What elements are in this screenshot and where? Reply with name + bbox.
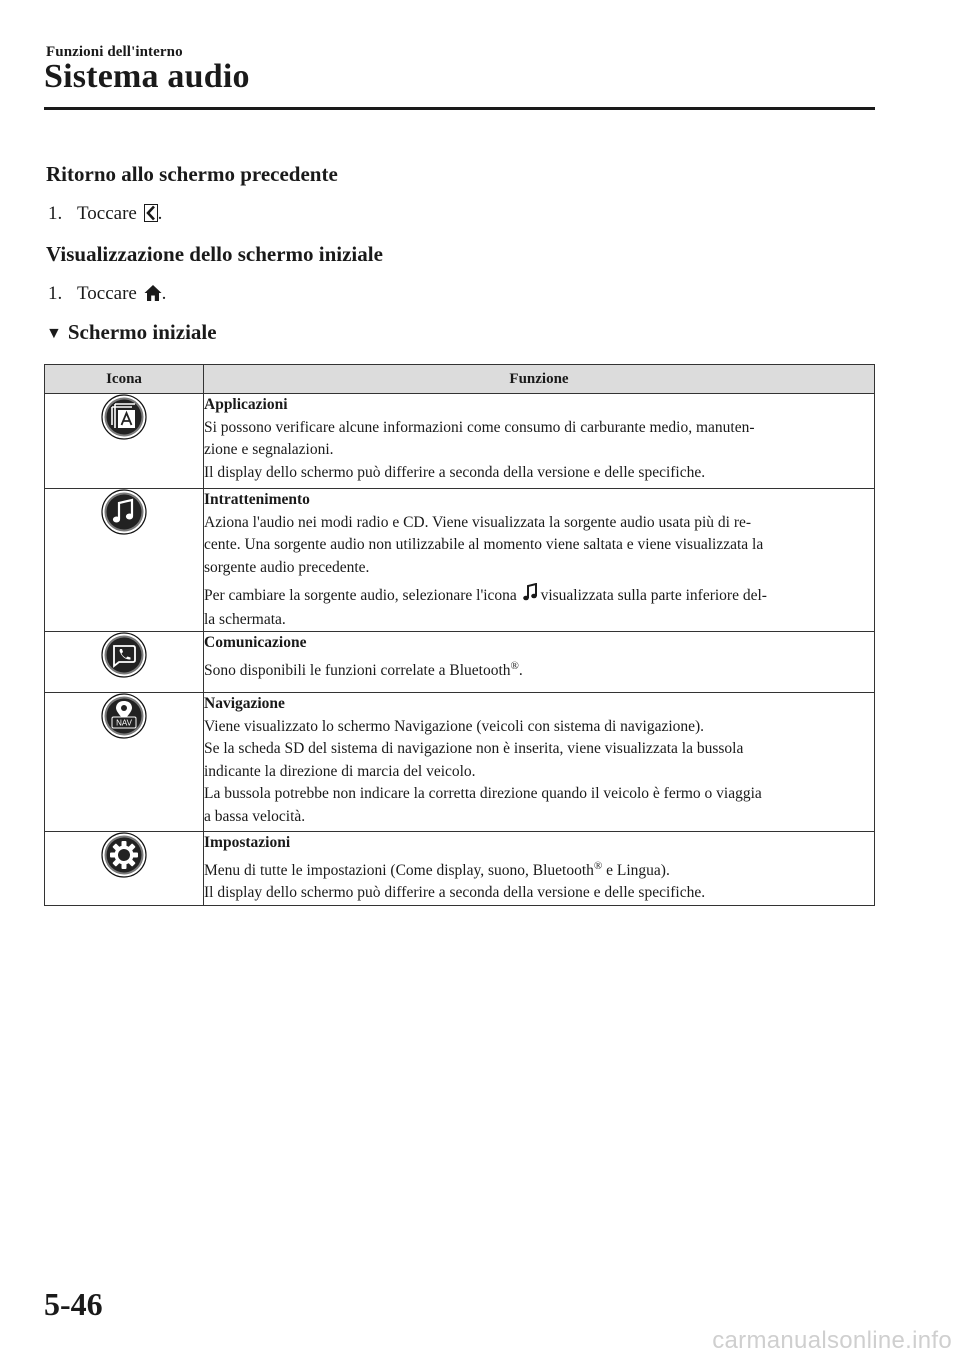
- chevron-left-icon: [144, 204, 158, 228]
- function-desc-line: Aziona l'audio nei modi radio e CD. Viene visualizzata la sorgente audio usata più di re-: [204, 513, 752, 531]
- function-desc-line: la schermata.: [204, 610, 286, 628]
- table-row: [45, 394, 875, 489]
- function-name: Applicazioni: [204, 396, 288, 413]
- navigation-icon: [45, 693, 203, 739]
- home-icon: [144, 284, 162, 308]
- table-row: [45, 693, 875, 832]
- extra-text-end: visualizzata sulla parte inferiore del-: [540, 587, 767, 604]
- step-text: Toccare: [77, 203, 137, 224]
- applications-icon: [45, 394, 203, 440]
- page-title: Sistema audio: [44, 58, 250, 95]
- icon-cell: [45, 489, 204, 632]
- function-desc-line: indicante la direzione di marcia del veicolo.: [204, 762, 476, 780]
- icon-cell: [45, 632, 204, 693]
- back-heading: Ritorno allo schermo precedente: [46, 162, 338, 186]
- column-header-function: Funzione: [204, 365, 875, 394]
- desc-text-end: e Lingua).: [602, 861, 670, 879]
- triangle-marker-icon: ▼: [46, 325, 62, 342]
- table-row: [45, 832, 875, 906]
- desc-text-end: .: [518, 661, 523, 679]
- function-desc-line: Se la scheda SD del sistema di navigazione non è inserita, viene visualizzata la bussola: [204, 740, 744, 757]
- extra-text-start: Per cambiare la sorgente audio, selezionare l'icona: [204, 587, 517, 604]
- table-row: [45, 632, 875, 693]
- music-note-icon: [45, 489, 203, 535]
- desc-text: Sono disponibili le funzioni correlate a Bluetooth: [204, 661, 511, 679]
- table-row: [45, 489, 875, 632]
- header-divider: [44, 107, 875, 110]
- step-number: 1.: [48, 203, 63, 224]
- function-desc-line: Il display dello schermo può differire a seconda della versione e delle specifiche.: [204, 463, 706, 481]
- function-desc-line: Il display dello schermo può differire a seconda della versione e delle specifiche.: [204, 884, 706, 902]
- nav-icon-label: NAV: [116, 718, 132, 728]
- desc-text: Menu di tutte le impostazioni (Come display, suono, Bluetooth: [204, 861, 594, 879]
- back-step: [48, 203, 162, 228]
- icon-cell: [45, 693, 204, 832]
- function-table: [44, 364, 875, 906]
- music-note-icon: [523, 583, 537, 609]
- function-desc-line: La bussola potrebbe non indicare la corretta direzione quando il veicolo è fermo o viaggia: [204, 785, 762, 802]
- function-desc-line: cente. Una sorgente audio non utilizzabile al momento viene saltata e viene visualizzata la: [204, 536, 764, 553]
- column-header-icon: Icona: [45, 365, 204, 394]
- home-heading: Visualizzazione dello schermo iniziale: [46, 242, 383, 266]
- function-desc-line: a bassa velocità.: [204, 807, 306, 825]
- function-desc-line: [204, 655, 874, 683]
- function-name: Impostazioni: [204, 834, 291, 851]
- icon-cell: [45, 832, 204, 906]
- function-desc-line: Si possono verificare alcune informazioni come consumo di carburante medio, manuten-: [204, 418, 755, 436]
- function-cell: [204, 693, 875, 832]
- section-label: Funzioni dell'interno: [46, 44, 183, 60]
- phone-icon: [45, 632, 203, 678]
- function-cell: [204, 832, 875, 906]
- watermark: carmanualsonline.info: [712, 1327, 952, 1354]
- registered-mark: ®: [510, 659, 519, 672]
- step-end: .: [161, 283, 167, 304]
- function-cell: [204, 489, 875, 632]
- function-desc-line: sorgente audio precedente.: [204, 558, 370, 576]
- home-screen-heading: [46, 320, 217, 345]
- function-desc-line: zione e segnalazioni.: [204, 441, 334, 458]
- function-desc-line: [204, 855, 874, 883]
- function-name: Comunicazione: [204, 634, 307, 651]
- function-desc-line: [204, 583, 874, 609]
- function-desc-line: Viene visualizzato lo schermo Navigazione (veicoli con sistema di navigazione).: [204, 717, 705, 735]
- function-name: Intrattenimento: [204, 491, 310, 508]
- function-cell: [204, 632, 875, 693]
- registered-mark: ®: [593, 859, 603, 872]
- function-cell: [204, 394, 875, 489]
- home-step: [48, 283, 166, 308]
- settings-gear-icon: [45, 832, 203, 878]
- step-text: Toccare: [77, 283, 137, 304]
- function-name: Navigazione: [204, 695, 285, 712]
- step-number: 1.: [48, 283, 63, 304]
- home-screen-title: Schermo iniziale: [67, 320, 217, 344]
- table-header-row: [45, 365, 875, 394]
- step-end: .: [157, 203, 163, 224]
- icon-cell: [45, 394, 204, 489]
- page-number: 5-46: [44, 1286, 103, 1322]
